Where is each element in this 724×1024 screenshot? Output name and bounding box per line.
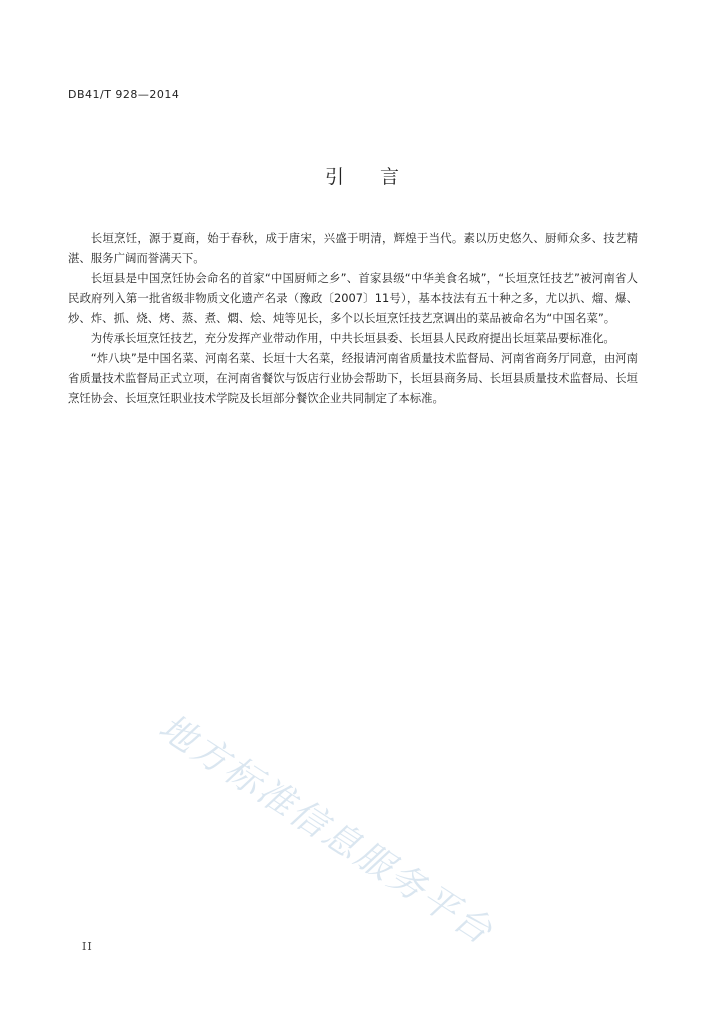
paragraph: 长垣烹饪，源于夏商，始于春秋，成于唐宋，兴盛于明清，辉煌于当代。素以历史悠久、厨师众多、技艺精湛、服务广阔而誉满天下。: [68, 231, 638, 265]
page-number: II: [82, 940, 93, 953]
page-title: 引言: [324, 166, 435, 188]
paragraph: 为传承长垣烹饪技艺，充分发挥产业带动作用，中共长垣县委、长垣县人民政府提出长垣菜品要标准化。: [90, 331, 615, 345]
document-code: DB41/T 928—2014: [68, 88, 180, 101]
watermark: 地方标准信息服务平台: [151, 706, 501, 954]
body-text: [68, 228, 638, 408]
paragraph: “炸八块”是中国名菜、河南名菜、长垣十大名菜，经报请河南省质量技术监督局、河南省商务厅同意，由河南省质量技术监督局正式立项，在河南省餐饮与饭店行业协会帮助下，长垣县商务局、长垣县质量技术监督局、长垣烹饪协会、长垣烹饪职业技术学院及长垣部分餐饮企业共同制定了本标准。: [68, 351, 638, 405]
paragraph: 长垣县是中国烹饪协会命名的首家“中国厨师之乡”、首家县级“中华美食名城”，“长垣烹饪技艺”被河南省人民政府列入第一批省级非物质文化遗产名录（豫政〔2007〕11号），基本技法有五十种之多，尤以扒、熘、爆、炒、炸、抓、烧、烤、蒸、煮、燜、烩、炖等见长，多个以长垣烹饪技艺烹调出的菜品被命名为“中国名菜”。: [68, 271, 638, 325]
